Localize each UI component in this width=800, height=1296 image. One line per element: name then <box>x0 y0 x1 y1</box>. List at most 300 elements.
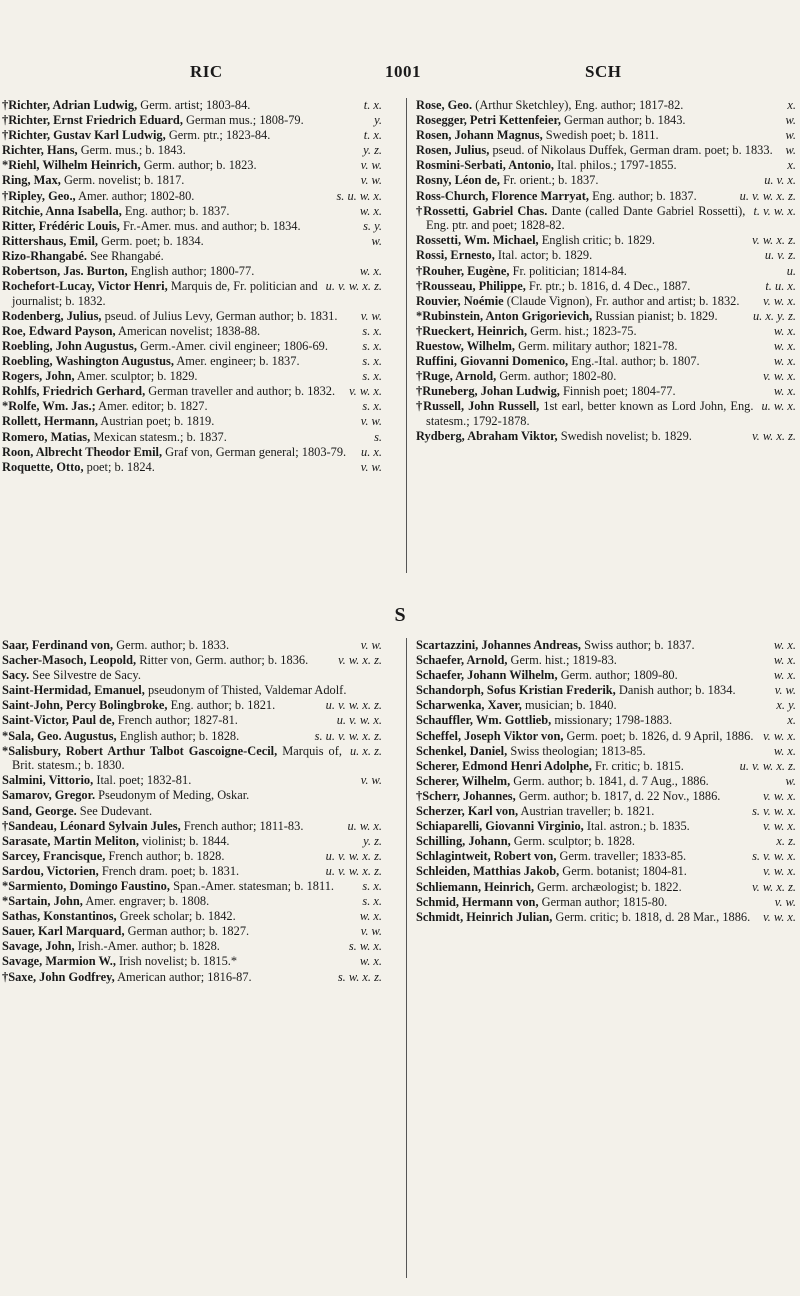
index-entry <box>2 414 382 429</box>
index-entry <box>416 774 796 789</box>
entry-codes: u. x. y. z. <box>752 308 796 323</box>
entry-description: Fr. ptr.; b. 1816, d. 4 Dec., 1887. <box>525 278 691 293</box>
entry-description: Eng.-Ital. author; b. 1807. <box>568 354 700 369</box>
index-entry <box>416 880 796 895</box>
entry-name: Rosny, Léon de, <box>416 173 500 188</box>
index-entry <box>416 789 796 804</box>
entry-name: †Sandeau, Léonard Sylvain Jules, <box>2 818 181 833</box>
entry-codes: w. x. <box>359 264 382 279</box>
entry-codes: s. x. <box>362 879 382 893</box>
entry-name: Samarov, Gregor. <box>2 788 96 803</box>
entry-codes: s. u. v. w. x. z. <box>314 728 382 743</box>
entry-name: †Ripley, Geo., <box>2 188 76 203</box>
entry-description: violinist; b. 1844. <box>138 833 230 848</box>
index-entry <box>2 729 382 744</box>
entry-name: Richter, Hans, <box>2 143 78 158</box>
entry-name: Scartazzini, Johannes Andreas, <box>416 638 581 652</box>
index-entry <box>2 399 382 414</box>
index-entry <box>2 339 382 354</box>
entry-codes: y. z. <box>363 143 382 158</box>
entry-description: Germ. artist; 1803-84. <box>137 98 251 112</box>
entry-description: pseudonym of Thisted, Valdemar Adolf. <box>144 683 347 698</box>
entry-description: Amer. editor; b. 1827. <box>95 399 208 414</box>
entry-codes: w. <box>371 233 382 248</box>
index-entry <box>416 668 796 683</box>
index-entry <box>2 909 382 924</box>
index-entry <box>2 173 382 188</box>
entry-codes: s. x. <box>362 399 382 414</box>
index-entry <box>2 879 382 894</box>
index-entry <box>416 233 796 248</box>
entry-name: Rittershaus, Emil, <box>2 233 99 248</box>
entry-codes: y. <box>374 113 382 128</box>
entry-codes: s. w. x. <box>348 939 382 954</box>
entry-codes: t. x. <box>363 128 382 143</box>
entry-description: Ital. actor; b. 1829. <box>494 248 593 263</box>
entry-name: Rollett, Hermann, <box>2 414 99 429</box>
index-entry <box>416 98 796 113</box>
entry-codes: v. w. <box>360 773 382 788</box>
entry-codes: w. x. <box>359 203 382 218</box>
entry-description: (Claude Vignon), Fr. author and artist; b. 1832. <box>503 293 740 308</box>
entry-name: Sathas, Konstantinos, <box>2 909 117 924</box>
entry-codes: y. z. <box>363 833 382 848</box>
entry-description: German author; b. 1843. <box>560 113 686 128</box>
index-entry <box>2 369 382 384</box>
entry-codes: w. x. <box>773 743 796 758</box>
index-entry <box>416 173 796 188</box>
entry-name: Saint-Hermidad, Emanuel, <box>2 683 145 698</box>
entry-codes: u. v. z. <box>764 248 796 263</box>
entry-codes: v. w. <box>774 894 796 909</box>
entry-description: Germ. traveller; 1833-85. <box>556 849 687 864</box>
entry-name: Robertson, Jas. Burton, <box>2 264 128 279</box>
entry-name: †Richter, Adrian Ludwig, <box>2 98 138 112</box>
entry-codes: v. w. <box>360 158 382 173</box>
entry-codes: u. w. x. <box>347 818 382 833</box>
entry-codes: u. v. x. <box>764 173 796 188</box>
entry-description: Germ. hist.; 1819-83. <box>507 653 617 668</box>
entry-codes: v. w. <box>360 414 382 429</box>
entry-name: Ross-Church, Florence Marryat, <box>416 188 589 203</box>
index-entry <box>416 713 796 728</box>
entry-name: Rogers, John, <box>2 369 75 384</box>
index-entry <box>416 143 796 158</box>
entry-description: Swedish poet; b. 1811. <box>542 128 659 143</box>
entry-name: Rodenberg, Julius, <box>2 308 102 323</box>
entry-name: Ruffini, Giovanni Domenico, <box>416 354 569 369</box>
entry-description: Irish.-Amer. author; b. 1828. <box>74 939 220 954</box>
entry-name: †Rueckert, Heinrich, <box>416 323 528 338</box>
index-entry <box>2 324 382 339</box>
entry-description: Germ. poet; b. 1826, d. 9 April, 1886. <box>563 728 754 743</box>
entry-codes: s. u. w. x. <box>336 188 382 203</box>
entry-description: See Dudevant. <box>76 803 153 818</box>
entry-name: †Runeberg, Johan Ludwig, <box>416 384 560 399</box>
entry-name: Schlagintweit, Robert von, <box>416 849 557 864</box>
entry-name: Romero, Matias, <box>2 429 91 444</box>
entry-codes: w. x. <box>359 909 382 924</box>
entry-description: French author; 1827-81. <box>114 713 238 728</box>
entry-name: †Rossetti, Gabriel Chas. <box>416 203 548 218</box>
entry-description: Greek scholar; b. 1842. <box>116 909 236 924</box>
entry-name: *Sartain, John, <box>2 894 83 909</box>
entry-description: Germ. author; b. 1841, d. 7 Aug., 1886. <box>510 773 709 788</box>
entry-name: Scherzer, Karl von, <box>416 804 519 819</box>
entry-codes: v. w. <box>360 638 382 652</box>
entry-name: Sand, George. <box>2 803 77 818</box>
index-entry <box>2 924 382 939</box>
entry-codes: t. u. x. <box>765 278 796 293</box>
index-entry <box>416 729 796 744</box>
entry-codes: v. w. x. z. <box>752 233 796 248</box>
entry-name: Rosen, Julius, <box>416 143 490 158</box>
index-entry <box>416 354 796 369</box>
entry-description: Span.-Amer. statesman; b. 1811. <box>169 879 335 893</box>
entry-description: German author; b. 1827. <box>124 924 250 939</box>
entry-name: Roquette, Otto, <box>2 459 84 474</box>
entry-name: Savage, Marmion W., <box>2 954 116 969</box>
entry-description: Graf von, German general; 1803-79. <box>162 444 347 459</box>
entry-description: Finnish poet; 1804-77. <box>559 384 676 399</box>
entry-name: †Rousseau, Philippe, <box>416 278 526 293</box>
index-entry <box>416 113 796 128</box>
entry-description: (Arthur Sketchley), Eng. author; 1817-82. <box>472 98 684 112</box>
entry-codes: v. w. x. <box>763 819 796 834</box>
entry-description: 1st earl, better known as Lord John, Eng. statesm.; 1792-1878. <box>426 399 754 428</box>
entry-codes: w. <box>785 773 796 788</box>
entry-codes: u. v. w. x. z. <box>739 758 796 773</box>
entry-name: Schiaparelli, Giovanni Virginio, <box>416 819 584 834</box>
index-entry <box>2 849 382 864</box>
entry-codes: w. x. <box>773 339 796 353</box>
entry-description: See Silvestre de Sacy. <box>29 668 141 683</box>
entry-description: Germ. mus.; b. 1843. <box>77 143 186 158</box>
entry-name: †Richter, Ernst Friedrich Eduard, <box>2 113 183 128</box>
column-right <box>416 638 800 925</box>
index-entry <box>2 638 382 653</box>
entry-description: Eng. author; b. 1821. <box>167 698 276 713</box>
entry-name: Ritchie, Anna Isabella, <box>2 203 122 218</box>
index-entry <box>2 788 382 803</box>
entry-name: Rohlfs, Friedrich Gerhard, <box>2 384 146 399</box>
entry-codes: w. x. <box>773 384 796 399</box>
entry-codes: v. w. <box>360 308 382 323</box>
entry-codes: u. v. w. x. z. <box>325 848 382 863</box>
entry-description: Amer. author; 1802-80. <box>75 188 195 203</box>
index-entry <box>2 864 382 879</box>
entry-codes: u. v. w. x. z. <box>325 863 382 878</box>
index-entry <box>416 864 796 879</box>
entry-description: Swiss theologian; 1813-85. <box>507 743 646 758</box>
index-entry <box>2 970 382 985</box>
index-entry <box>416 683 796 698</box>
entry-name: Schleiden, Matthias Jakob, <box>416 864 560 879</box>
entry-codes: v. w. <box>360 173 382 188</box>
entry-description: Germ. military author; 1821-78. <box>515 339 678 353</box>
entry-description: pseud. of Nikolaus Duffek, German dram. poet; b. 1833. <box>489 143 773 158</box>
index-entry <box>2 698 382 713</box>
entry-description: Pseudonym of Meding, Oskar. <box>95 788 250 803</box>
entry-name: †Ruge, Arnold, <box>416 369 497 384</box>
entry-name: Sarasate, Martin Meliton, <box>2 833 139 848</box>
entry-description: Germ. author; 1809-80. <box>557 668 678 683</box>
index-entry <box>2 249 382 264</box>
entry-name: Scherer, Edmond Henri Adolphe, <box>416 758 592 773</box>
page-number: 1001 <box>385 62 421 81</box>
entry-name: *Salisbury, Robert Arthur Talbot Gascoigne-Cecil, <box>2 743 278 758</box>
entry-name: Ritter, Frédéric Louis, <box>2 218 120 233</box>
entry-description: Germ. ptr.; 1823-84. <box>165 128 271 143</box>
entry-name: Schilling, Johann, <box>416 834 511 849</box>
entry-description: Amer. engraver; b. 1808. <box>82 894 210 909</box>
column-divider <box>406 638 407 1278</box>
entry-name: Schandorph, Sofus Kristian Frederik, <box>416 683 616 698</box>
index-entry <box>2 430 382 445</box>
entry-name: *Sarmiento, Domingo Faustino, <box>2 879 170 893</box>
entry-description: American novelist; 1838-88. <box>115 323 261 338</box>
entry-name: Schenkel, Daniel, <box>416 743 508 758</box>
index-entry <box>416 128 796 143</box>
entry-description: pseud. of Julius Levy, German author; b. 1831. <box>101 308 338 323</box>
entry-name: †Rouher, Eugène, <box>416 263 510 278</box>
index-entry <box>416 744 796 759</box>
entry-name: †Saxe, John Godfrey, <box>2 969 115 984</box>
index-entry <box>2 189 382 204</box>
entry-name: Scherer, Wilhelm, <box>416 773 511 788</box>
entry-codes: s. w. x. z. <box>337 969 382 984</box>
entry-codes: s. x. <box>362 894 382 909</box>
page-header <box>0 62 800 82</box>
section-r <box>0 98 800 578</box>
entry-name: Sacher-Masoch, Leopold, <box>2 653 137 668</box>
entry-codes: v. w. x. z. <box>752 879 796 894</box>
entry-description: Germ. archæologist; b. 1822. <box>534 879 682 894</box>
entry-codes: s. x. <box>362 339 382 353</box>
index-entry <box>416 698 796 713</box>
entry-description: Swedish novelist; b. 1829. <box>557 429 692 444</box>
index-entry <box>2 804 382 819</box>
index-entry <box>2 309 382 324</box>
index-entry <box>2 264 382 279</box>
entry-codes: t. v. w. x. <box>753 203 796 218</box>
entry-description: Fr. politician; 1814-84. <box>509 263 627 278</box>
entry-codes: x. z. <box>776 834 796 849</box>
entry-codes: u. <box>786 263 796 278</box>
entry-name: †Russell, John Russell, <box>416 399 540 414</box>
entry-description: German author; 1815-80. <box>538 894 668 909</box>
entry-description: Germ. author; 1802-80. <box>496 369 617 384</box>
entry-description: Marquis of, Brit. statesm.; b. 1830. <box>12 743 342 773</box>
entry-name: Schmidt, Heinrich Julian, <box>416 909 553 924</box>
index-entry <box>416 279 796 294</box>
header-left-guideword: RIC <box>190 62 223 81</box>
entry-description: French author; 1811-83. <box>180 818 304 833</box>
entry-name: †Scherr, Johannes, <box>416 788 516 803</box>
entry-description: poet; b. 1824. <box>83 459 155 474</box>
entry-description: missionary; 1798-1883. <box>551 713 673 728</box>
entry-codes: w. x. <box>773 323 796 338</box>
index-entry <box>2 894 382 909</box>
entry-name: Rosegger, Petri Kettenfeier, <box>416 113 561 128</box>
entry-name: Rizo-Rhangabé. <box>2 248 88 263</box>
entry-description: English author; 1800-77. <box>127 264 255 279</box>
entry-description: Ital. philos.; 1797-1855. <box>554 158 677 173</box>
entry-name: Roe, Edward Payson, <box>2 323 116 338</box>
entry-codes: s. x. <box>362 323 382 338</box>
index-entry <box>416 264 796 279</box>
entry-codes: s. x. <box>362 354 382 369</box>
column-left <box>2 98 388 475</box>
entry-description: Germ. botanist; 1804-81. <box>559 864 687 879</box>
index-entry <box>416 429 796 444</box>
entry-name: Ruestow, Wilhelm, <box>416 339 516 353</box>
entry-description: Eng. author; b. 1837. <box>121 203 230 218</box>
entry-description: musician; b. 1840. <box>521 698 617 713</box>
index-entry <box>2 954 382 969</box>
index-entry <box>416 294 796 309</box>
entry-codes: v. w. x. z. <box>338 653 382 668</box>
entry-description: English author; b. 1828. <box>116 728 240 743</box>
entry-codes: w. <box>785 128 796 143</box>
entry-name: Rose, Geo. <box>416 98 473 112</box>
index-entry <box>416 819 796 834</box>
entry-description: Germ. author; b. 1833. <box>113 638 230 652</box>
entry-description: German traveller and author; b. 1832. <box>145 384 336 399</box>
header-right-guideword: SCH <box>585 62 622 81</box>
entry-codes: w. x. <box>773 354 796 369</box>
entry-name: Scharwenka, Xaver, <box>416 698 522 713</box>
entry-description: Fr. critic; b. 1815. <box>591 758 684 773</box>
section-s <box>0 638 800 1278</box>
entry-codes: s. y. <box>363 218 382 233</box>
entry-description: Fr.-Amer. mus. and author; b. 1834. <box>119 218 301 233</box>
index-entry <box>2 98 382 113</box>
entry-name: Schaefer, Johann Wilhelm, <box>416 668 558 683</box>
entry-codes: v. w. <box>360 924 382 939</box>
index-entry <box>2 773 382 788</box>
entry-description: Germ. critic; b. 1818, d. 28 Mar., 1886. <box>552 909 751 924</box>
entry-name: Schliemann, Heinrich, <box>416 879 535 894</box>
entry-name: Saar, Ferdinand von, <box>2 638 114 652</box>
entry-name: Savage, John, <box>2 939 75 954</box>
entry-description: Germ. poet; b. 1834. <box>98 233 204 248</box>
entry-description: See Rhangabé. <box>87 248 164 263</box>
entry-codes: v. w. x. <box>763 788 796 803</box>
entry-description: Danish author; b. 1834. <box>615 683 736 698</box>
entry-codes: v. w. x. <box>763 369 796 384</box>
entry-codes: u. w. x. <box>761 399 796 414</box>
entry-codes: w. <box>785 113 796 128</box>
entry-codes: v. w. x. <box>763 728 796 743</box>
index-entry <box>2 744 382 773</box>
entry-description: French author; b. 1828. <box>105 848 225 863</box>
index-entry <box>2 219 382 234</box>
index-entry <box>416 339 796 354</box>
entry-name: Schaefer, Arnold, <box>416 653 508 668</box>
entry-codes: v. w. <box>360 459 382 474</box>
entry-codes: s. x. <box>362 369 382 384</box>
index-entry <box>416 638 796 653</box>
entry-name: Rossi, Ernesto, <box>416 248 495 263</box>
entry-codes: t. x. <box>363 98 382 112</box>
entry-description: Austrian traveller; b. 1821. <box>518 804 655 819</box>
entry-codes: x. <box>787 713 796 728</box>
entry-codes: v. w. <box>774 683 796 698</box>
index-entry <box>416 248 796 263</box>
entry-name: *Rubinstein, Anton Grigorievich, <box>416 308 593 323</box>
entry-name: Roebling, John Augustus, <box>2 339 137 353</box>
entry-codes: v. w. x. <box>349 384 382 399</box>
index-entry <box>2 384 382 399</box>
entry-description: Germ. sculptor; b. 1828. <box>510 834 635 849</box>
entry-codes: x. <box>787 158 796 173</box>
entry-codes: v. w. x. <box>763 293 796 308</box>
index-entry <box>416 399 796 428</box>
entry-name: Saint-Victor, Paul de, <box>2 713 115 728</box>
entry-codes: u. v. w. x. <box>336 713 382 728</box>
entry-description: Ital. astron.; b. 1835. <box>583 819 690 834</box>
letter-heading: S <box>394 604 406 626</box>
entry-codes: s. <box>374 429 382 444</box>
entry-name: Roon, Albrecht Theodor Emil, <box>2 444 163 459</box>
entry-description: Germ. author; b. 1817, d. 22 Nov., 1886. <box>515 788 721 803</box>
entry-name: *Riehl, Wilhelm Heinrich, <box>2 158 141 173</box>
entry-name: *Rolfe, Wm. Jas.; <box>2 399 96 414</box>
entry-codes: u. v. w. x. z. <box>325 698 382 713</box>
entry-name: Salmini, Vittorio, <box>2 773 94 788</box>
entry-codes: w. x. <box>773 668 796 683</box>
index-entry <box>2 128 382 143</box>
index-entry <box>2 683 382 698</box>
index-entry <box>416 158 796 173</box>
entry-codes: x. y. <box>776 698 796 713</box>
index-entry <box>416 324 796 339</box>
entry-codes: x. <box>787 98 796 112</box>
entry-description: Austrian poet; b. 1819. <box>98 414 215 429</box>
entry-description: Amer. sculptor; b. 1829. <box>74 369 198 384</box>
entry-codes: u. x. <box>361 444 382 459</box>
entry-name: Rosmini-Serbati, Antonio, <box>416 158 555 173</box>
index-entry <box>2 819 382 834</box>
column-left <box>2 638 388 985</box>
entry-codes: v. w. x. z. <box>752 429 796 444</box>
index-entry <box>2 653 382 668</box>
entry-name: Schmid, Hermann von, <box>416 894 539 909</box>
entry-codes: v. w. x. <box>763 864 796 879</box>
column-divider <box>406 98 407 573</box>
entry-name: Roebling, Washington Augustus, <box>2 354 174 369</box>
index-entry <box>2 445 382 460</box>
index-entry <box>416 834 796 849</box>
entry-codes: v. w. x. <box>763 909 796 924</box>
entry-description: Germ.-Amer. civil engineer; 1806-69. <box>136 339 328 353</box>
index-entry <box>2 668 382 683</box>
entry-name: Sarcey, Francisque, <box>2 848 106 863</box>
index-entry <box>2 460 382 475</box>
entry-name: Scheffel, Joseph Viktor von, <box>416 728 564 743</box>
index-entry <box>2 158 382 173</box>
index-entry <box>416 204 796 233</box>
entry-description: Marquis de, Fr. politician and journalist; b. 1832. <box>12 279 318 308</box>
entry-codes: w. x. <box>773 638 796 652</box>
entry-description: Germ. novelist; b. 1817. <box>60 173 185 188</box>
index-entry <box>2 234 382 249</box>
index-entry <box>416 653 796 668</box>
entry-description: Eng. author; b. 1837. <box>588 188 697 203</box>
entry-name: Sardou, Victorien, <box>2 863 99 878</box>
entry-description: American author; 1816-87. <box>114 969 252 984</box>
